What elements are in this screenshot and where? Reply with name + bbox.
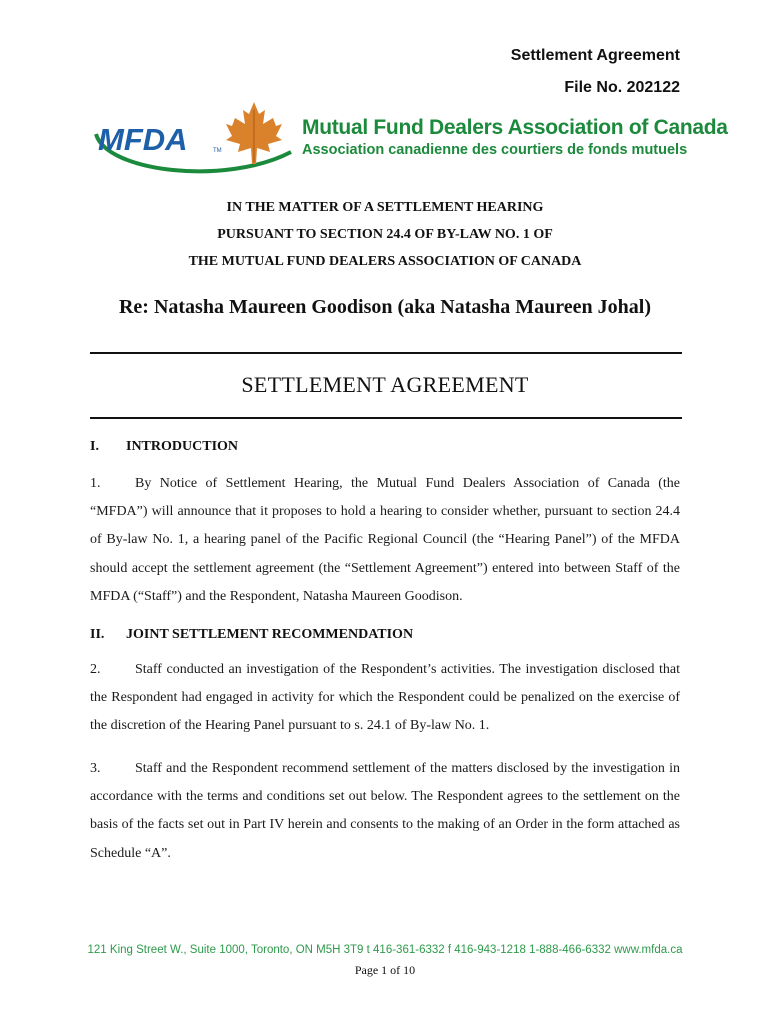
logo-graphic xyxy=(86,100,686,182)
section-title: JOINT SETTLEMENT RECOMMENDATION xyxy=(126,627,414,642)
divider-bottom xyxy=(90,417,682,419)
section-number: I. xyxy=(90,439,99,454)
footer-address: 121 King Street W., Suite 1000, Toronto, ON M5H 3T9 t 416-361-6332 f 416-943-1218 1-888-466-6332 www.mfda.ca xyxy=(87,944,683,956)
section-heading-introduction xyxy=(90,439,238,455)
section-number: II. xyxy=(90,627,105,642)
file-number: File No. 202122 xyxy=(564,79,680,96)
logo-trademark: TM xyxy=(213,148,222,154)
respondent-line: Re: Natasha Maureen Goodison (aka Natasha Maureen Johal) xyxy=(118,296,652,318)
document-type-label: Settlement Agreement xyxy=(510,47,680,64)
paragraph-1 xyxy=(90,470,680,611)
paragraph-number: 1. xyxy=(90,476,101,491)
logo-acronym: MFDA xyxy=(98,122,188,157)
org-name-french: Association canadienne des courtiers de fonds mutuels xyxy=(302,142,688,158)
paragraph-text: Staff conducted an investigation of the Respondent’s activities. The investigation disclosed that the Respondent had engaged in activity for which the Respondent could be penalized on the exercise of the discretion of the Hearing Panel pursuant to s. 24.1 of By-law No. 1. xyxy=(90,662,680,734)
divider-top xyxy=(90,352,682,354)
matter-line-2: PURSUANT TO SECTION 24.4 OF BY-LAW NO. 1 OF xyxy=(217,227,553,242)
paragraph-text: Staff and the Respondent recommend settlement of the matters disclosed by the investigation in accordance with the terms and conditions set out below. The Respondent agrees to the settlement on the basis of the facts set out in Part IV herein and consents to the making of an Order in the form attached as Schedule “A”. xyxy=(90,761,680,861)
maple-leaf-icon xyxy=(226,102,282,164)
paragraph-text: By Notice of Settlement Hearing, the Mutual Fund Dealers Association of Canada (the “MFDA”) will announce that it proposes to hold a hearing to consider whether, pursuant to section 24.4 of By-law No. 1, a hearing panel of the Pacific Regional Council (the “Hearing Panel”) of the MFDA should accept the settlement agreement (the “Settlement Agreement”) entered into between Staff of the MFDA (“Staff”) and the Respondent, Natasha Maureen Goodison. xyxy=(90,476,680,604)
page-number: Page 1 of 10 xyxy=(354,963,416,977)
paragraph-3 xyxy=(90,755,680,868)
mfda-logo xyxy=(86,100,686,182)
org-name-english: Mutual Fund Dealers Association of Canada xyxy=(302,116,728,139)
paragraph-number: 3. xyxy=(90,761,101,776)
matter-line-3: THE MUTUAL FUND DEALERS ASSOCIATION OF CANADA xyxy=(188,254,582,269)
section-heading-joint-settlement xyxy=(90,627,413,643)
section-title: INTRODUCTION xyxy=(126,439,239,454)
document-title: SETTLEMENT AGREEMENT xyxy=(241,372,529,397)
paragraph-number: 2. xyxy=(90,662,101,677)
matter-line-1: IN THE MATTER OF A SETTLEMENT HEARING xyxy=(226,200,544,215)
paragraph-2 xyxy=(90,656,680,741)
